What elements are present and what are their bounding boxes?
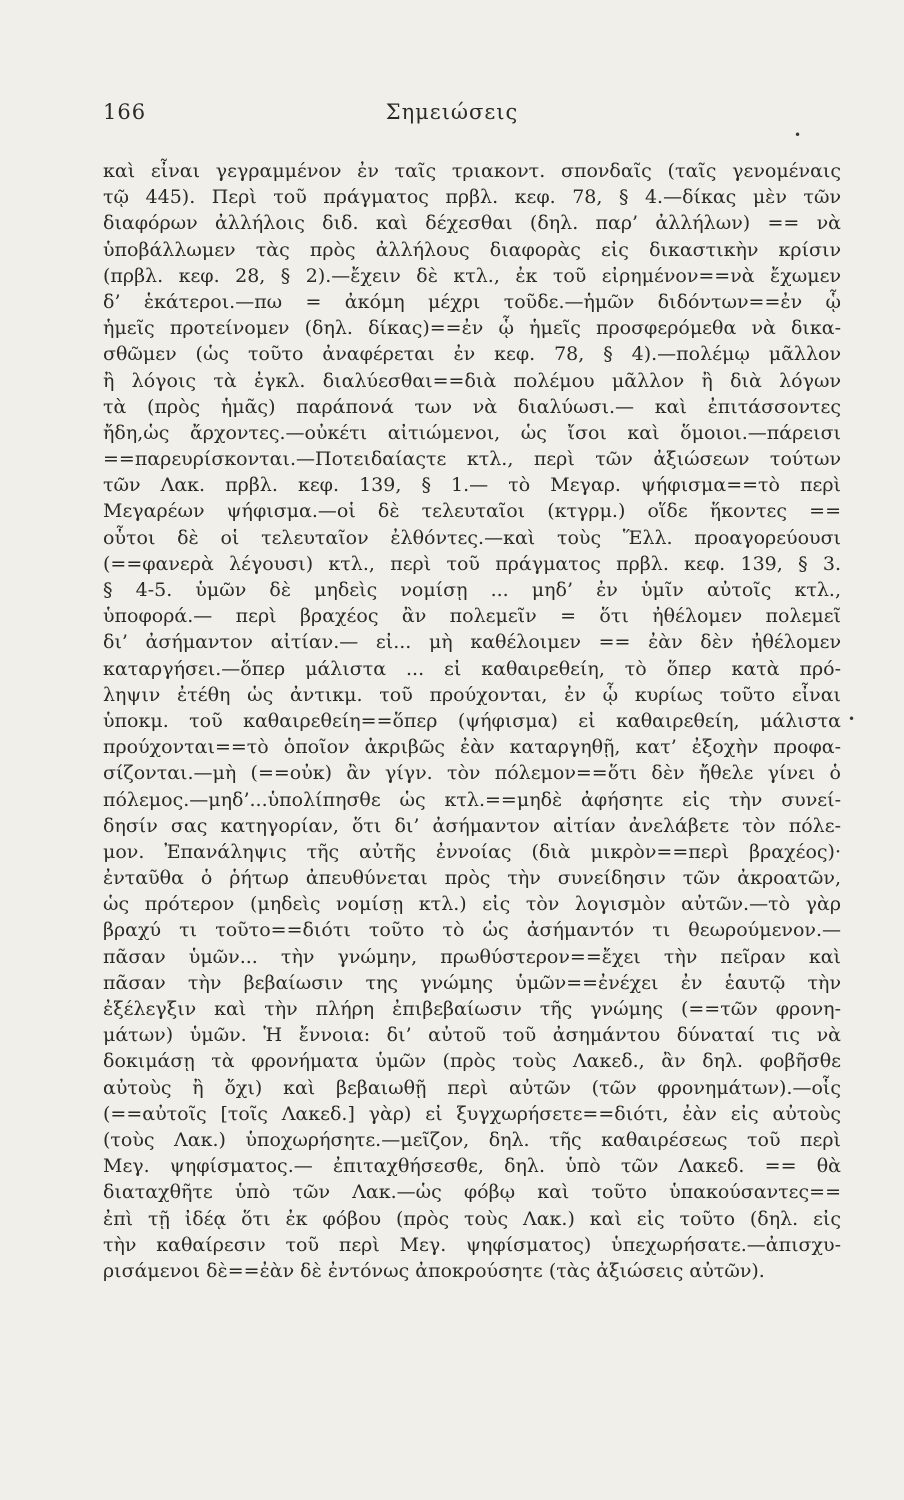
- text-line: ὑποφορά.— περὶ βραχέος ἂν πολεμεῖν = ὅτι ἠθέλομεν πολεμεῖ: [103, 605, 841, 628]
- text-line: καταργήσει.—ὅπερ μάλιστα ... εἰ καθαιρεθείη, τὸ ὅπερ κατὰ πρό-: [103, 657, 841, 680]
- text-line: πόλεμος.—μηδ’...ὑπολίπησθε ὡς κτλ.==μηδὲ ἀφήσητε εἰς τὴν συνεί-: [103, 788, 841, 811]
- text-line: σίζονται.—μὴ (==οὐκ) ἂν γίγν. τὸν πόλεμον==ὅτι δὲν ἤθελε γίνει ὁ: [103, 762, 841, 785]
- text-line: τῷ 445). Περὶ τοῦ πράγματος πρβλ. κεφ. 78, § 4.—δίκας μὲν τῶν: [103, 186, 841, 209]
- body-text: [103, 158, 841, 1284]
- text-line: οὗτοι δὲ οἱ τελευταῖον ἐλθόντες.—καὶ τοὺς Ἕλλ. προαγορεύουσι: [103, 526, 841, 549]
- text-line: (τοὺς Λακ.) ὑποχωρήσητε.—μεῖζον, δηλ. τῆς καθαιρέσεως τοῦ περὶ: [103, 1128, 841, 1151]
- text-line: διαταχθῆτε ὑπὸ τῶν Λακ.—ὡς φόβῳ καὶ τοῦτο ὑπακούσαντες==: [103, 1181, 841, 1204]
- text-line: αὐτοὺς ἢ ὄχι) καὶ βεβαιωθῇ περὶ αὐτῶν (τῶν φρονημάτων).—οἷς: [103, 1076, 841, 1099]
- text-line: ==παρευρίσκονται.—Ποτειδαίαςτε κτλ., περὶ τῶν ἀξιώσεων τούτων: [103, 448, 841, 471]
- text-line: (πρβλ. κεφ. 28, § 2).—ἔχειν δὲ κτλ., ἐκ τοῦ εἰρημένον==νὰ ἔχωμεν: [103, 264, 841, 287]
- text-line: ἡμεῖς προτείνομεν (δηλ. δίκας)==ἐν ᾧ ἡμεῖς προσφερόμεθα νὰ δικα-: [103, 317, 841, 340]
- text-line: πᾶσαν ὑμῶν... τὴν γνώμην, πρωθύστερον==ἔχει τὴν πεῖραν καὶ: [103, 945, 841, 968]
- text-line: δ’ ἑκάτεροι.—πω = ἀκόμη μέχρι τοῦδε.—ἡμῶν διδόντων==ἐν ᾧ: [103, 290, 841, 313]
- text-line: ρισάμενοι δὲ==ἐὰν δὲ ἐντόνως ἀποκρούσητε (τὰς ἀξιώσεις αὐτῶν).: [103, 1259, 765, 1282]
- text-line: ἢ λόγοις τὰ ἐγκλ. διαλύεσθαι==διὰ πολέμου μᾶλλον ἢ διὰ λόγων: [103, 369, 841, 392]
- text-line: τὴν καθαίρεσιν τοῦ περὶ Μεγ. ψηφίσματος) ὑπεχωρήσατε.—ἀπισχυ-: [103, 1233, 841, 1256]
- print-speck: •: [794, 128, 802, 142]
- text-line: Μεγαρέων ψήφισμα.—οἱ δὲ τελευταῖοι (κτγρμ.) οἵδε ἥκοντες ==: [103, 500, 841, 523]
- text-line: ἐξέλεγξιν καὶ τὴν πλήρη ἐπιβεβαίωσιν τῆς γνώμης (==τῶν φρονη-: [103, 998, 841, 1020]
- text-line: καὶ εἶναι γεγραμμένον ἐν ταῖς τριακοντ. σπονδαῖς (ταῖς γενομέναις: [103, 160, 841, 182]
- text-line: τὰ (πρὸς ἡμᾶς) παράπονά των νὰ διαλύωσι.— καὶ ἐπιτάσσοντες: [103, 395, 841, 418]
- page-header: [0, 100, 904, 130]
- text-line: δησίν σας κατηγορίαν, ὅτι δι’ ἀσήμαντον αἰτίαν ἀνελάβετε τὸν πόλε-: [103, 814, 841, 837]
- running-title: Σημειώσεις: [385, 100, 519, 124]
- text-line: δοκιμάσῃ τὰ φρονήματα ὑμῶν (πρὸς τοὺς Λακεδ., ἂν δηλ. φοβῆσθε: [103, 1050, 841, 1073]
- text-line: σθῶμεν (ὡς τοῦτο ἀναφέρεται ἐν κεφ. 78, § 4).—πολέμῳ μᾶλλον: [103, 343, 841, 366]
- text-line: τῶν Λακ. πρβλ. κεφ. 139, § 1.— τὸ Μεγαρ. ψήφισμα==τὸ περὶ: [103, 474, 841, 497]
- text-line: προύχονται==τὸ ὁποῖον ἀκριβῶς ἐὰν καταργηθῇ, κατ’ ἐξοχὴν προφα-: [103, 736, 841, 759]
- print-speck: •: [848, 712, 856, 726]
- text-line: (==φανερὰ λέγουσι) κτλ., περὶ τοῦ πράγματος πρβλ. κεφ. 139, § 3.: [103, 552, 841, 575]
- text-line: ὑποβάλλωμεν τὰς πρὸς ἀλλήλους διαφορὰς εἰς δικαστικὴν κρίσιν: [103, 238, 841, 261]
- text-line: πᾶσαν τὴν βεβαίωσιν της γνώμης ὑμῶν==ἐνέχει ἐν ἑαυτῷ τὴν: [103, 971, 841, 994]
- text-line: ἐνταῦθα ὁ ῥήτωρ ἀπευθύνεται πρὸς τὴν συνείδησιν τῶν ἀκροατῶν,: [103, 867, 841, 890]
- text-line: βραχύ τι τοῦτο==διότι τοῦτο τὸ ὡς ἀσήμαντόν τι θεωρούμενον.—: [103, 919, 841, 942]
- text-line: (==αὐτοῖς [τοῖς Λακεδ.] γὰρ) εἰ ξυγχωρήσετε==διότι, ἐὰν εἰς αὐτοὺς: [103, 1102, 841, 1125]
- text-line: ὡς πρότερον (μηδεὶς νομίσῃ κτλ.) εἰς τὸν λογισμὸν αὐτῶν.—τὸ γὰρ: [103, 893, 841, 916]
- text-line: μον. Ἐπανάληψις τῆς αὐτῆς ἐννοίας (διὰ μικρὸν==περὶ βραχέος)·: [103, 840, 841, 863]
- text-line: ἤδη,ὡς ἄρχοντες.—οὐκέτι αἰτιώμενοι, ὡς ἴσοι καὶ ὅμοιοι.—πάρεισι: [103, 421, 841, 444]
- page-number: 166: [103, 100, 147, 124]
- text-line: ὑποκμ. τοῦ καθαιρεθείη==ὅπερ (ψήφισμα) εἰ καθαιρεθείη, μάλιστα: [103, 709, 841, 732]
- text-line: Μεγ. ψηφίσματος.— ἐπιταχθήσεσθε, δηλ. ὑπὸ τῶν Λακεδ. == θὰ: [103, 1155, 841, 1178]
- text-line: ληψιν ἐτέθη ὡς ἀντικμ. τοῦ προύχονται, ἐν ᾧ κυρίως τοῦτο εἶναι: [103, 683, 841, 706]
- text-line: § 4-5. ὑμῶν δὲ μηδεὶς νομίσῃ ... μηδ’ ἐν ὑμῖν αὐτοῖς κτλ.,: [103, 579, 841, 601]
- text-line: μάτων) ὑμῶν. Ἡ ἔννοια: δι’ αὐτοῦ τοῦ ἀσημάντου δύναταί τις νὰ: [103, 1024, 841, 1047]
- text-line: δι’ ἀσήμαντον αἰτίαν.— εἰ... μὴ καθέλοιμεν == ἐὰν δὲν ἠθέλομεν: [103, 631, 841, 654]
- text-line: διαφόρων ἀλλήλοις διδ. καὶ δέχεσθαι (δηλ. παρ’ ἀλλήλων) == νὰ: [103, 212, 841, 235]
- text-line: ἐπὶ τῇ ἰδέᾳ ὅτι ἐκ φόβου (πρὸς τοὺς Λακ.) καὶ εἰς τοῦτο (δηλ. εἰς: [103, 1207, 841, 1230]
